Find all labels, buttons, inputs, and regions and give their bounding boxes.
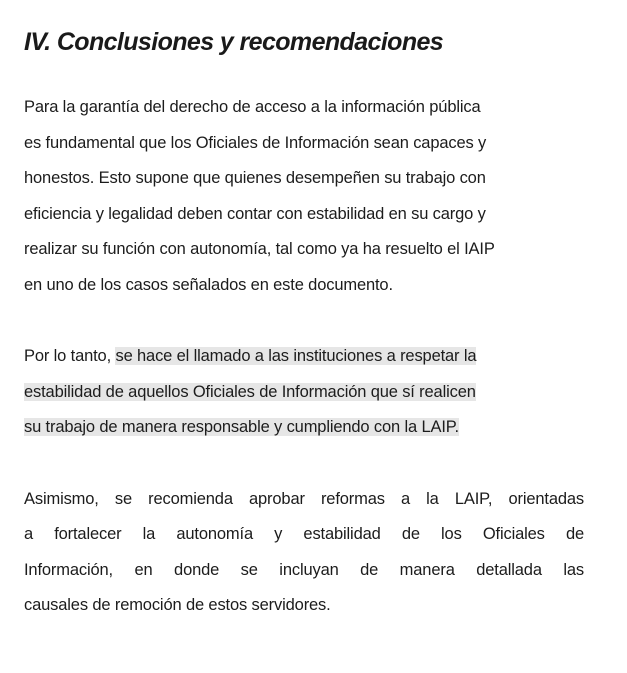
- paragraph-1-line: honestos. Esto supone que quienes desempeñen su trabajo con: [24, 169, 486, 187]
- paragraph-3-line: Asimismo, se recomienda aprobar reformas a la LAIP, orientadas: [24, 489, 584, 508]
- paragraph-3: [24, 482, 584, 624]
- paragraph-spacer: [24, 446, 584, 482]
- paragraph-1-line: realizar su función con autonomía, tal como ya ha resuelto el IAIP: [24, 240, 495, 258]
- paragraph-1: [24, 90, 584, 303]
- paragraph-1-line: Para la garantía del derecho de acceso a la información pública: [24, 98, 481, 116]
- highlighted-text: se hace el llamado a las instituciones a respetar la: [115, 347, 477, 365]
- paragraph-2-line: [24, 339, 584, 375]
- paragraph-1-line: eficiencia y legalidad deben contar con estabilidad en su cargo y: [24, 204, 486, 223]
- paragraph-1-line: es fundamental que los Oficiales de Información sean capaces y: [24, 133, 487, 152]
- paragraph-2-prefix: Por lo tanto,: [24, 347, 112, 365]
- paragraph-2: [24, 339, 584, 446]
- highlighted-text: estabilidad de aquellos Oficiales de Información que sí realicen: [24, 382, 476, 401]
- paragraph-2-line: [24, 375, 584, 411]
- document-page: [24, 22, 584, 624]
- paragraph-spacer: [24, 303, 584, 339]
- paragraph-3-line: a fortalecer la autonomía y estabilidad de los Oficiales de: [24, 525, 584, 543]
- paragraph-3-line: causales de remoción de estos servidores.: [24, 596, 331, 614]
- paragraph-1-line: en uno de los casos señalados en este documento.: [24, 275, 393, 294]
- paragraph-2-line: [24, 410, 584, 446]
- highlighted-text: su trabajo de manera responsable y cumpliendo con la LAIP.: [24, 418, 459, 436]
- section-heading: IV. Conclusiones y recomendaciones: [24, 28, 444, 56]
- paragraph-3-line: Información, en donde se incluyan de manera detallada las: [24, 560, 584, 579]
